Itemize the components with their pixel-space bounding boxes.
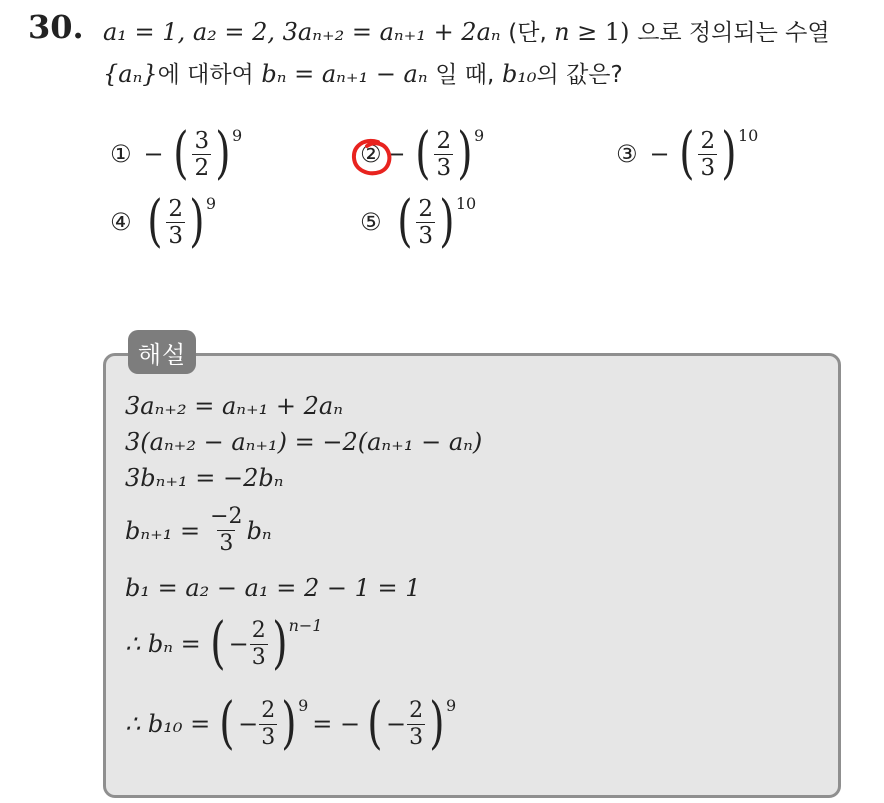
- answer-circle-mark: [350, 136, 396, 178]
- question-text-4: 의 값은?: [536, 62, 623, 88]
- line7-denominator-2: 3: [409, 724, 424, 750]
- choice-4[interactable]: ④ ( $\frac{2}{3}$ ) 9: [110, 189, 217, 254]
- choice-1-numerator: 3: [194, 127, 210, 154]
- choice-1-exponent: 9: [231, 126, 243, 145]
- line6-numerator: 2: [251, 617, 266, 643]
- choice-5-denominator: 3: [418, 222, 434, 249]
- b10-symbol: b₁₀: [501, 60, 537, 88]
- line7-exponent-2: 9: [445, 696, 457, 715]
- question-text-2: 에 대하여: [157, 62, 254, 88]
- choice-4-denominator: 3: [168, 222, 184, 249]
- choice-5[interactable]: ⑤ ( $\frac{2}{3}$ ) 10: [360, 189, 477, 254]
- choice-2-mark: ②: [360, 140, 382, 168]
- sequence-name: {aₙ}: [103, 60, 158, 88]
- solution-line-3: 3bₙ₊₁ = −2bₙ: [125, 464, 284, 492]
- choice-5-numerator: 2: [418, 195, 434, 222]
- solution-line-1: 3aₙ₊₂ = aₙ₊₁ + 2aₙ: [125, 392, 343, 420]
- solution-line-4: [125, 504, 272, 557]
- solution-line-2: 3(aₙ₊₂ − aₙ₊₁) = −2(aₙ₊₁ − aₙ): [125, 428, 483, 456]
- recurrence-equation: a₁ = 1, a₂ = 2, 3aₙ₊₂ = aₙ₊₁ + 2aₙ: [103, 18, 501, 46]
- condition-rest: ≥ 1): [569, 18, 630, 46]
- solution-line-7: ∴ b₁₀ = ( − $\frac{2}{3}$ ) 9 = − ( − $\frac{2}{3}$ ) 9: [125, 691, 457, 756]
- solution-line-5: b₁ = a₂ − a₁ = 2 − 1 = 1: [125, 574, 421, 602]
- choice-3[interactable]: ③ − ( $\frac{2}{3}$ ) 10: [616, 121, 759, 186]
- line6-exponent: n−1: [288, 616, 323, 635]
- question-line-1: [103, 14, 830, 47]
- choice-2-numerator: 2: [436, 127, 452, 154]
- question-number: 30.: [28, 8, 84, 46]
- choice-5-mark: ⑤: [360, 208, 382, 236]
- line4-lhs: bₙ₊₁ =: [125, 516, 201, 545]
- choice-2[interactable]: ② − ( $\frac{2}{3}$ ) 9: [360, 121, 485, 186]
- line6-denominator: 3: [251, 644, 266, 670]
- choice-3-numerator: 2: [700, 127, 716, 154]
- line7-numerator: 2: [261, 697, 276, 723]
- solution-line-6: ∴ bₙ = ( − $\frac{2}{3}$ ) n−1: [125, 611, 323, 676]
- line4-numerator: −2: [210, 504, 243, 529]
- line4-denominator: 3: [219, 531, 234, 556]
- choice-2-denominator: 3: [436, 154, 452, 181]
- bn-definition: bₙ = aₙ₊₁ − aₙ: [261, 60, 428, 88]
- choice-4-mark: ④: [110, 208, 132, 236]
- question-text-3: 일 때,: [435, 62, 495, 88]
- line7-denominator: 3: [261, 724, 276, 750]
- choice-4-numerator: 2: [168, 195, 184, 222]
- line4-rhs: bₙ: [246, 516, 272, 545]
- line6-sign: −: [228, 630, 249, 658]
- line7-sign: −: [238, 710, 259, 738]
- line7-lhs: ∴ b₁₀ =: [125, 710, 211, 738]
- choice-3-denominator: 3: [700, 154, 716, 181]
- choice-1-denominator: 2: [194, 154, 210, 181]
- choice-2-exponent: 9: [473, 126, 485, 145]
- line7-exponent: 9: [298, 696, 309, 715]
- line7-numerator-2: 2: [409, 697, 424, 723]
- choice-3-mark: ③: [616, 140, 638, 168]
- choice-3-exponent: 10: [737, 126, 759, 145]
- choice-5-exponent: 10: [455, 194, 477, 213]
- choice-1[interactable]: ① − ( $\frac{3}{2}$ ) 9: [110, 121, 243, 186]
- line7-sign-2: −: [385, 710, 407, 738]
- choice-3-sign: −: [649, 140, 670, 168]
- solution-tag: 해설: [128, 330, 196, 374]
- question-text-1: 으로 정의되는 수열: [637, 20, 830, 46]
- question-line-2: [103, 56, 623, 89]
- line7-equals: = −: [312, 710, 361, 738]
- choice-4-exponent: 9: [205, 194, 217, 213]
- line6-lhs: ∴ bₙ =: [125, 630, 201, 658]
- choice-1-sign: −: [143, 140, 164, 168]
- choice-2-sign: −: [385, 140, 406, 168]
- condition-n: n: [554, 18, 570, 46]
- condition-open: (단,: [508, 20, 555, 46]
- choice-1-mark: ①: [110, 140, 132, 168]
